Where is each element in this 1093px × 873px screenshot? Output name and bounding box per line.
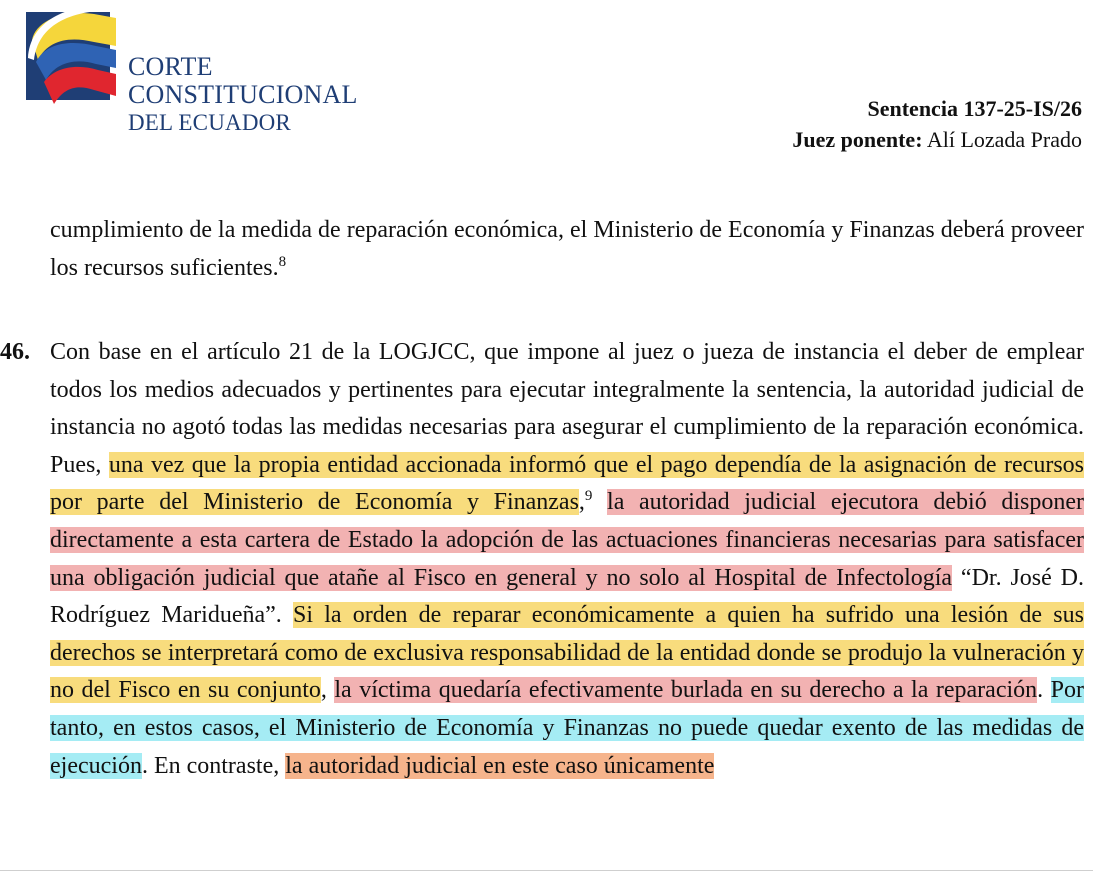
paragraph-number: 46.: [0, 339, 30, 365]
highlight-cyan: Por tanto, en estos casos, el Ministerio de Economía y Finanzas no puede quedar exento de las medidas de ejecución: [50, 677, 1085, 779]
court-logo: [24, 0, 364, 145]
previous-paragraph-text: cumplimiento de la medida de reparación económica, el Ministerio de Economía y Finanzas deberá proveer los recursos suficientes.: [50, 217, 1084, 281]
paragraph-text-segment: .: [1037, 677, 1051, 704]
paragraph-text-segment: [592, 489, 607, 515]
paragraph-text-segment: “Dr. José D. Rodríguez Maridueña”.: [50, 564, 1084, 629]
paragraph-text-segment: Con base en el artículo 21 de la LOGJCC, que impone al juez o jueza de instancia el deber de emplear todos los medios adecuados y pertinentes para ejecutar integralmente la sentencia, la autoridad judicial de instancia no agotó todas las medidas necesarias para asegurar el cumplimiento de la reparación económica. Pues,: [50, 339, 1084, 478]
footnote-ref-8[interactable]: 8: [278, 253, 287, 270]
highlight-yellow: Si la orden de reparar económicamente a quien ha sufrido una lesión de sus derechos se interpretará como de exclusiva responsabilidad de la entidad donde se produjo la vulneración y no del Fisco en su conjunto: [50, 602, 1084, 704]
highlight-orange: la autoridad judicial en este caso únicamente: [285, 752, 715, 779]
highlight-pink: la víctima quedaría efectivamente burlada en su derecho a la reparación: [334, 677, 1038, 704]
previous-paragraph: [50, 212, 1084, 287]
page-bottom-divider: [0, 870, 1093, 871]
highlight-yellow: una vez que la propia entidad accionada informó que el pago dependía de la asignación de recursos por parte del Ministerio de Economía y Finanzas: [50, 451, 1085, 516]
court-name-line3: DEL ECUADOR: [128, 110, 291, 135]
court-name-line1: CORTE: [128, 52, 213, 81]
document-header: [792, 93, 1082, 155]
court-name: [128, 54, 358, 134]
paragraph-text-segment: . En contraste,: [141, 752, 286, 779]
court-emblem-icon: [24, 0, 124, 110]
paragraph-text-segment: ,: [578, 489, 585, 516]
judge-label: Juez ponente:: [792, 127, 923, 152]
highlight-pink: la autoridad judicial ejecutora debió disponer directamente a esta cartera de Estado la adopción de las actuaciones financieras necesarias para satisfacer una obligación judicial que atañe al Fisco en general y no solo al Hospital de Infectología: [50, 489, 1084, 591]
footnote-ref-9[interactable]: 9: [584, 488, 593, 505]
case-number: Sentencia 137-25-IS/26: [867, 96, 1082, 121]
judge-name: Alí Lozada Prado: [926, 127, 1082, 152]
paragraph-text-segment: ,: [320, 677, 335, 704]
judge-line: [792, 124, 1082, 155]
paragraph-46: [50, 334, 1084, 785]
court-name-line2: CONSTITUCIONAL: [128, 80, 358, 109]
